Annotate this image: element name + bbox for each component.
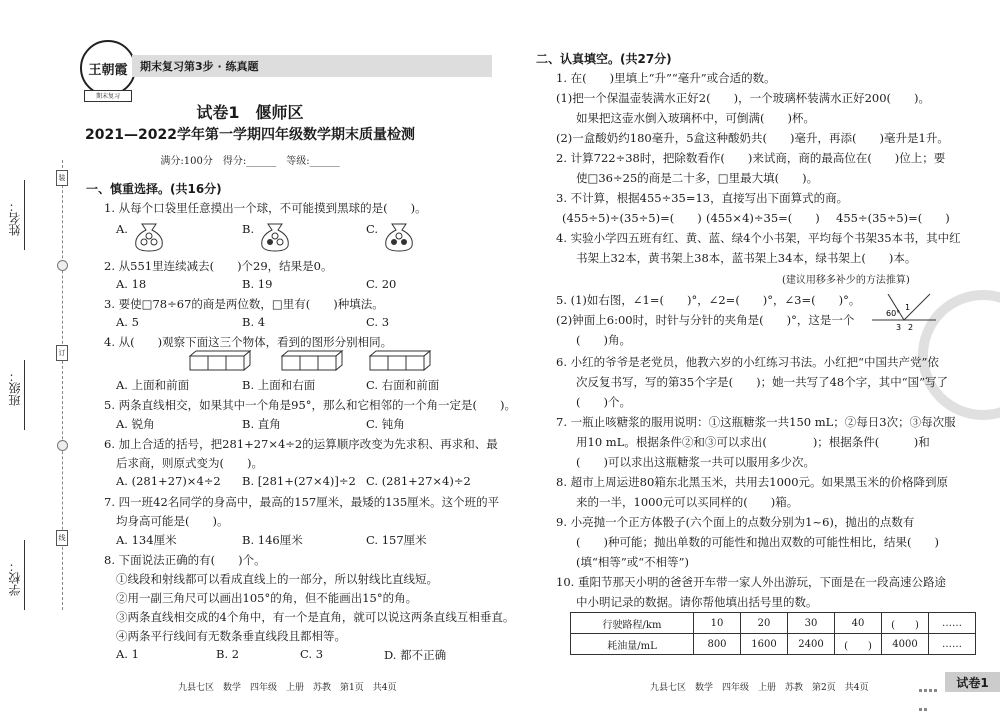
q6-option-c: C. (281+27×4)÷2 bbox=[366, 474, 471, 488]
q4-text: 4. 从( )观察下面这三个物体，看到的图形分别相同。 bbox=[104, 335, 393, 349]
q5-text: 5. 两条直线相交，如果其中一个角是95°，那么和它相邻的一个角一定是( )。 bbox=[104, 398, 516, 412]
r-q9-line2: ( )种可能；抛出单数的可能性和抛出双数的可能性相比，结果( ) bbox=[576, 535, 939, 549]
q1-option-c: C. bbox=[366, 222, 379, 236]
score-line: 满分:100分 得分:______ 等级:______ bbox=[160, 156, 340, 167]
table-row-header: 耗油量/mL bbox=[571, 634, 694, 655]
right-footer: 九县七区 数学 四年级 上册 苏教 第2页 共4页 bbox=[650, 683, 869, 693]
binding-class-label: 班级： bbox=[8, 370, 22, 406]
q7-option-b: B. 146厘米 bbox=[242, 533, 303, 547]
q8-text: 8. 下面说法正确的有( )个。 bbox=[104, 553, 266, 567]
table-cell: ( ) bbox=[835, 634, 882, 655]
logo-text: 王朝霞 bbox=[88, 62, 128, 78]
r-q8-line2: 来的一半，1000元可以买同样的( )箱。 bbox=[576, 495, 799, 509]
r-q4-line1: 4. 实验小学四五班有红、黄、蓝、绿4个小书架，平均每个书架35本书，其中红 bbox=[556, 231, 961, 245]
exam-subtitle: 2021—2022学年第一学期四年级数学期末质量检测 bbox=[85, 127, 415, 143]
q3-option-c: C. 3 bbox=[366, 315, 390, 329]
table-cell: ( ) bbox=[882, 613, 929, 634]
binding-school-underline bbox=[24, 540, 25, 610]
q8-statement-1: ①线段和射线都可以看成直线上的一部分，所以射线比直线短。 bbox=[116, 572, 438, 586]
r-q9-line3: (填“相等”或“不相等”) bbox=[576, 555, 689, 569]
table-cell: 40 bbox=[835, 613, 882, 634]
q8-statement-4: ④两条平行线间有无数条垂直线段且都相等。 bbox=[116, 629, 346, 643]
r-q3-expr-3: 455÷(35÷5)=( ) bbox=[836, 211, 950, 225]
q8-option-b: B. 2 bbox=[216, 647, 240, 661]
q1-option-a: A. bbox=[116, 222, 128, 236]
binding-tag-zhuang: 装 bbox=[56, 170, 68, 186]
q3-text: 3. 要使□78÷67的商是两位数，□里有( )种填法。 bbox=[104, 297, 384, 311]
r-q5-1-text: 5. (1)如右图，∠1=( )°，∠2=( )°，∠3=( )°。 bbox=[556, 293, 861, 307]
cube-group-c-icon bbox=[368, 350, 432, 372]
r-q6-line3: ( )个。 bbox=[576, 395, 631, 409]
r-q7-line2: 用10 mL。根据条件②和③可以求出( )；根据条件( )和 bbox=[576, 435, 930, 449]
q2-option-b: B. 19 bbox=[242, 277, 273, 291]
q3-option-b: B. 4 bbox=[242, 315, 266, 329]
binding-name-underline bbox=[24, 180, 25, 250]
q5-option-a: A. 锐角 bbox=[116, 417, 155, 431]
section-2-heading: 二、认真填空。(共27分) bbox=[536, 52, 672, 66]
fuel-table bbox=[570, 612, 976, 655]
angle-1-label: 1 bbox=[905, 303, 911, 312]
binding-tag-ding: 订 bbox=[56, 345, 68, 361]
q6-text-line1: 6. 加上合适的括号，把281+27×4÷2的运算顺序改变为先求积、再求和、最 bbox=[104, 437, 498, 451]
q7-option-c: C. 157厘米 bbox=[366, 533, 427, 547]
q7-text-line1: 7. 四一班42名同学的身高中，最高的157厘米，最矮的135厘米。这个班的平 bbox=[104, 495, 500, 509]
step-banner bbox=[132, 55, 492, 77]
r-q7-line3: ( )可以求出这瓶糖浆一共可以服用多少次。 bbox=[576, 455, 815, 469]
angle-2-label: 2 bbox=[908, 323, 914, 332]
angle-60-label: 60° bbox=[886, 309, 901, 318]
cube-group-a-icon bbox=[188, 350, 252, 372]
exam-title: 试卷1 偃师区 bbox=[196, 103, 304, 122]
bag-b-icon bbox=[258, 218, 292, 252]
table-cell: 2400 bbox=[788, 634, 835, 655]
left-footer: 九县七区 数学 四年级 上册 苏教 第1页 共4页 bbox=[178, 683, 397, 693]
table-cell: 30 bbox=[788, 613, 835, 634]
table-row bbox=[571, 634, 976, 655]
binding-school-label: 学校： bbox=[8, 560, 22, 596]
q7-text-line2: 均身高可能是( )。 bbox=[116, 514, 229, 528]
page-tag-dots-icon bbox=[918, 678, 940, 688]
r-q1-1-line1: (1)把一个保温壶装满水正好2( )，一个玻璃杯装满水正好200( )。 bbox=[556, 91, 930, 105]
r-q10-line2: 中小明记录的数据。请你帮他填出括号里的数。 bbox=[576, 595, 818, 609]
binding-class-underline bbox=[24, 360, 25, 430]
r-q2-line1: 2. 计算722÷38时，把除数看作( )来试商，商的最高位在( )位上；要 bbox=[556, 151, 946, 165]
bag-c-icon bbox=[382, 218, 416, 252]
r-q1-1-line2: 如果把这壶水倒入玻璃杯中，可倒满( )杯。 bbox=[576, 111, 815, 125]
q2-option-a: A. 18 bbox=[116, 277, 147, 291]
section-1-heading: 一、慎重选择。(共16分) bbox=[86, 182, 222, 196]
r-q8-line1: 8. 超市上周运进80箱东北黑玉米，共用去1000元。如果黑玉米的价格降到原 bbox=[556, 475, 949, 489]
q8-statement-2: ②用一副三角尺可以画出105°的角，但不能画出15°的角。 bbox=[116, 591, 418, 605]
q8-statement-3: ③两条直线相交成的4个角中，有一个是直角，就可以说这两条直线互相垂直。 bbox=[116, 610, 515, 624]
r-q3-expr-2: (455×4)÷35=( ) bbox=[706, 211, 820, 225]
logo-banner: 期末复习 bbox=[84, 90, 132, 102]
q2-text: 2. 从551里连续减去( )个29，结果是0。 bbox=[104, 259, 333, 273]
r-q4-hint: (建议用移多补少的方法推算) bbox=[782, 275, 910, 286]
step-text: 期末复习第3步 · 练真题 bbox=[140, 60, 259, 73]
r-q9-line1: 9. 小亮抛一个正方体骰子(六个面上的点数分别为1~6)，抛出的点数有 bbox=[556, 515, 915, 529]
r-q7-line1: 7. 一瓶止咳糖浆的服用说明：①这瓶糖浆一共150 mL；②每日3次；③每次服 bbox=[556, 415, 956, 429]
table-row-header: 行驶路程/km bbox=[571, 613, 694, 634]
page-tag: 试卷1 bbox=[945, 672, 1000, 692]
cube-group-b-icon bbox=[280, 350, 344, 372]
binding-tag-xian: 线 bbox=[56, 530, 68, 546]
q8-option-d: D. 都不正确 bbox=[384, 648, 447, 662]
q6-text-line2: 后求商，则原式变为( )。 bbox=[116, 456, 263, 470]
table-cell: …… bbox=[929, 634, 976, 655]
angle-3-label: 3 bbox=[896, 323, 902, 332]
r-q3-expr-1: (455÷5)÷(35÷5)=( ) bbox=[562, 211, 702, 225]
q3-option-a: A. 5 bbox=[116, 315, 139, 329]
bag-a-icon bbox=[132, 218, 166, 252]
table-cell: …… bbox=[929, 613, 976, 634]
r-q4-line2: 书架上32本，黄书架上38本，蓝书架上34本，绿书架上( )本。 bbox=[576, 251, 917, 265]
q4-option-a: A. 上面和前面 bbox=[116, 378, 190, 392]
binding-hole-icon bbox=[57, 440, 68, 451]
q1-text: 1. 从每个口袋里任意摸出一个球，不可能摸到黑球的是( )。 bbox=[104, 201, 427, 215]
q4-option-b: B. 上面和右面 bbox=[242, 378, 316, 392]
q7-option-a: A. 134厘米 bbox=[116, 533, 177, 547]
r-q10-line1: 10. 重阳节那天小明的爸爸开车带一家人外出游玩，下面是在一段高速公路途 bbox=[556, 575, 946, 589]
table-cell: 1600 bbox=[741, 634, 788, 655]
q8-option-c: C. 3 bbox=[300, 647, 324, 661]
q4-option-c: C. 右面和前面 bbox=[366, 378, 440, 392]
table-cell: 4000 bbox=[882, 634, 929, 655]
r-q5-2-line1: (2)钟面上6:00时，时针与分针的夹角是( )°，这是一个 bbox=[556, 313, 855, 327]
r-q1-text: 1. 在( )里填上“升”“毫升”或合适的数。 bbox=[556, 71, 776, 85]
r-q3-text: 3. 不计算，根据455÷35=13，直接写出下面算式的商。 bbox=[556, 191, 849, 205]
q6-option-a: A. (281+27)×4÷2 bbox=[116, 474, 221, 488]
r-q2-line2: 使□36÷25的商是二十多，□里最大填( )。 bbox=[576, 171, 819, 185]
q5-option-c: C. 钝角 bbox=[366, 417, 405, 431]
table-cell: 20 bbox=[741, 613, 788, 634]
binding-name-label: 姓名： bbox=[8, 200, 22, 236]
q5-option-b: B. 直角 bbox=[242, 417, 281, 431]
r-q5-2-line2: ( )角。 bbox=[576, 333, 631, 347]
r-q6-line2: 次反复书写，写的第35个字是( )；她一共写了48个字，其中“国”写了 bbox=[576, 375, 948, 389]
q1-option-b: B. bbox=[242, 222, 255, 236]
angle-figure bbox=[868, 290, 938, 334]
q8-option-a: A. 1 bbox=[116, 647, 139, 661]
binding-hole-icon bbox=[57, 260, 68, 271]
table-row bbox=[571, 613, 976, 634]
brand-logo bbox=[80, 40, 136, 96]
r-q1-2-text: (2)一盒酸奶约180毫升，5盒这种酸奶共( )毫升，再添( )毫升是1升。 bbox=[556, 131, 949, 145]
r-q6-line1: 6. 小红的爷爷是老党员，他教六岁的小红练习书法。小红把“中国共产党”依 bbox=[556, 355, 939, 369]
table-cell: 800 bbox=[694, 634, 741, 655]
table-cell: 10 bbox=[694, 613, 741, 634]
q2-option-c: C. 20 bbox=[366, 277, 397, 291]
q6-option-b: B. [281+(27×4)]÷2 bbox=[242, 474, 356, 488]
